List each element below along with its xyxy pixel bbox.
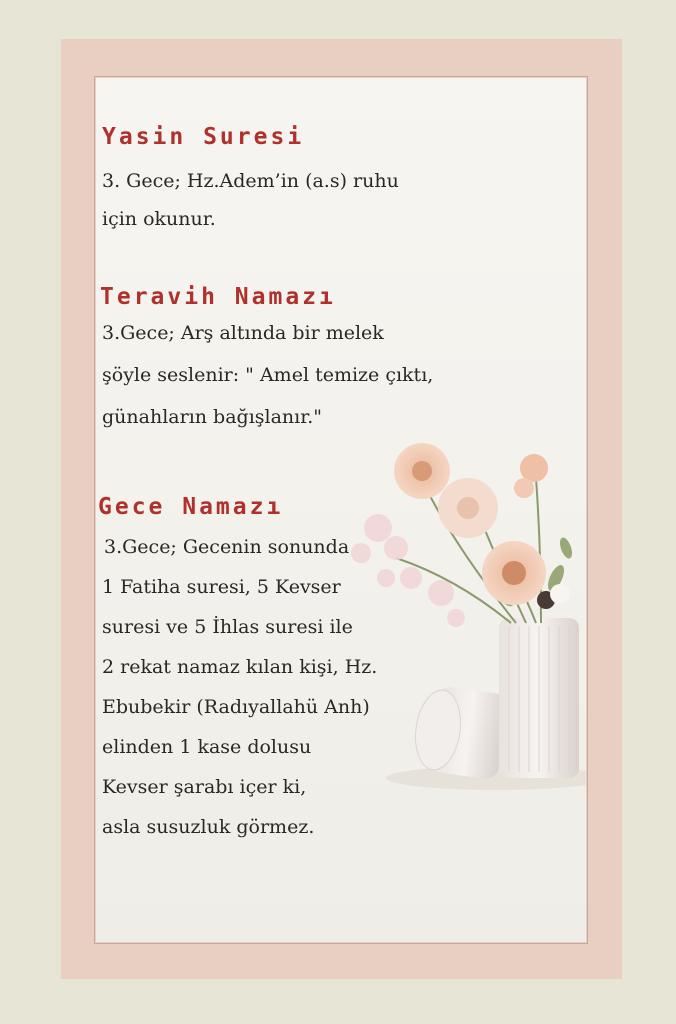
text-line: için okunur. [102, 208, 216, 230]
standing-vase [499, 618, 579, 778]
text-line: Ebubekir (Radıyallahü Anh) [102, 696, 370, 718]
pink-blossoms [351, 514, 465, 627]
text-line: Kevser şarabı içer ki, [102, 776, 307, 798]
text-line: suresi ve 5 İhlas suresi ile [102, 616, 353, 638]
content-card [96, 78, 586, 942]
text-line: günahların bağışlanır." [102, 406, 323, 428]
text-line: 2 rekat namaz kılan kişi, Hz. [102, 656, 378, 678]
text-line: 3.Gece; Arş altında bir melek [102, 322, 384, 344]
text-line: 3. Gece; Hz.Adem’in (a.s) ruhu [102, 170, 399, 192]
section-title-gece: Gece Namazı [98, 494, 284, 520]
section-title-teravih: Teravih Namazı [100, 284, 336, 310]
section-title-yasin: Yasin Suresi [102, 124, 305, 150]
peach-flowers [394, 443, 570, 609]
lying-vase [411, 686, 509, 781]
text-line: şöyle seslenir: " Amel temize çıktı, [102, 364, 434, 386]
text-line: elinden 1 kase dolusu [102, 736, 312, 758]
text-line: 3.Gece; Gecenin sonunda [104, 536, 350, 558]
text-line: asla susuzluk görmez. [102, 816, 315, 838]
text-line: 1 Fatiha suresi, 5 Kevser [102, 576, 341, 598]
